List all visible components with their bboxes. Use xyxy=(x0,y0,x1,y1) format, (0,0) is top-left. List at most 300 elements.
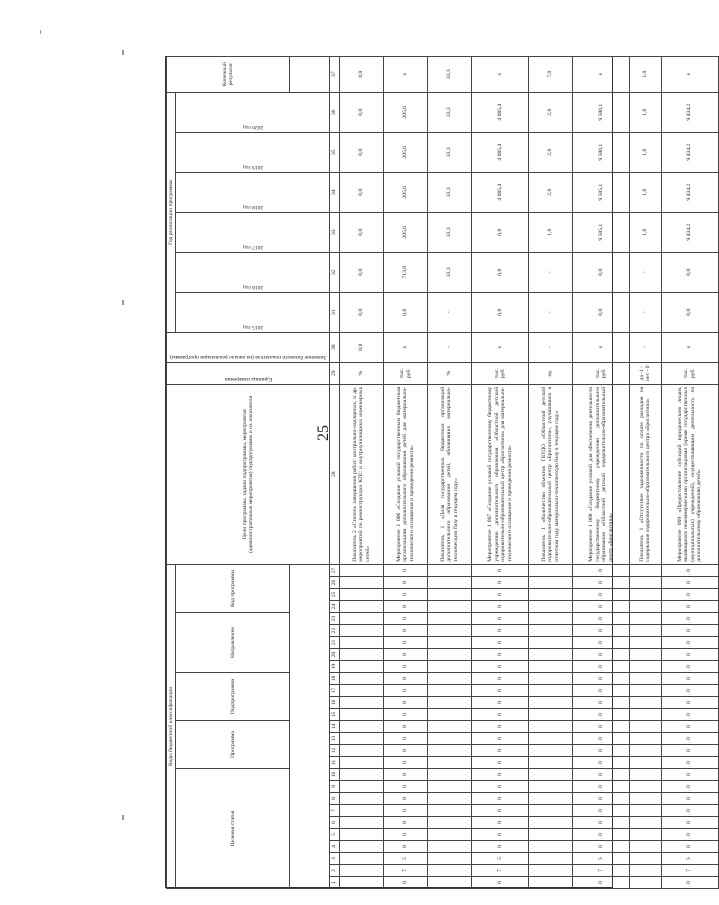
code-digit-cell: 0 xyxy=(573,564,630,576)
unit-cell: тыс. руб. xyxy=(661,362,718,384)
code-digit-cell: 0 xyxy=(573,601,630,613)
base-value-cell: 0,0 xyxy=(339,332,383,362)
final-result-cell: 7,0 xyxy=(529,56,573,92)
code-digit-cell xyxy=(630,601,661,613)
column-number-cell: 7 xyxy=(330,805,339,817)
item-name-cell: Показатель 1 «Отсутствие задолженности по оплате расходов на содержание оздоровительно-образовательного центра «Бригантина» xyxy=(630,384,661,564)
code-digit-cell: 0 xyxy=(661,805,718,817)
code-digit-cell: 0 xyxy=(661,613,718,625)
code-digit-cell xyxy=(529,564,573,576)
code-digit-cell: 0 xyxy=(573,673,630,685)
table-row xyxy=(383,56,427,888)
year-label: 2018 год xyxy=(242,203,263,210)
code-digit-cell xyxy=(529,589,573,601)
code-digit-cell xyxy=(630,673,661,685)
subprogram-header: Подпрограмма xyxy=(176,673,290,721)
column-number-cell: 12 xyxy=(330,745,339,757)
code-digit-cell xyxy=(428,673,472,685)
year-value-cell: 9 434,2 xyxy=(661,212,718,252)
code-digit-cell: 0 xyxy=(383,589,427,601)
code-digit-cell xyxy=(339,745,383,757)
year-2017-header xyxy=(176,212,330,252)
code-digit-cell: 0 xyxy=(383,577,427,589)
table-body xyxy=(339,56,718,888)
year-value-cell: - xyxy=(630,252,661,292)
code-digit-cell xyxy=(529,829,573,841)
code-digit-cell: 0 xyxy=(383,745,427,757)
code-digit-cell: 0 xyxy=(383,769,427,781)
column-number-cell: 3 xyxy=(330,853,339,865)
unit-cell: тыс. руб. xyxy=(472,362,529,384)
code-digit-cell xyxy=(630,661,661,673)
unit-cell: % xyxy=(428,362,472,384)
code-digit-cell xyxy=(630,829,661,841)
year-value-cell: 9 505,1 xyxy=(573,212,630,252)
column-number-cell: 27 xyxy=(330,564,339,576)
column-number-cell: 11 xyxy=(330,757,339,769)
code-digit-cell: 0 xyxy=(472,805,529,817)
code-digit-cell xyxy=(529,865,573,877)
code-digit-cell: 0 xyxy=(472,841,529,853)
year-value-cell: 0,0 xyxy=(472,292,529,332)
year-value-cell: 9 500,1 xyxy=(573,92,630,132)
code-digit-cell xyxy=(529,637,573,649)
code-digit-cell xyxy=(529,745,573,757)
code-digit-cell: 0 xyxy=(573,733,630,745)
year-value-cell: 4 085,4 xyxy=(472,172,529,212)
code-digit-cell xyxy=(339,841,383,853)
code-digit-cell xyxy=(630,793,661,805)
code-digit-cell xyxy=(529,721,573,733)
year-value-cell: 0,0 xyxy=(339,292,383,332)
scan-mark xyxy=(122,815,124,820)
final-result-cell: 1,0 xyxy=(630,56,661,92)
unit-header xyxy=(167,362,330,384)
code-digit-cell: 0 xyxy=(383,721,427,733)
code-digit-cell: 0 xyxy=(472,685,529,697)
code-digit-cell: 0 xyxy=(472,793,529,805)
year-2018-header xyxy=(176,172,330,212)
year-value-cell: 1,0 xyxy=(529,212,573,252)
code-digit-cell: 0 xyxy=(383,697,427,709)
program-code-header: Код программы xyxy=(176,564,290,612)
code-digit-cell xyxy=(529,769,573,781)
final-header: Конечный результат xyxy=(167,56,290,92)
code-digit-cell: 0 xyxy=(383,625,427,637)
column-number-cell: 25 xyxy=(330,589,339,601)
code-digit-cell xyxy=(339,817,383,829)
code-digit-cell xyxy=(630,697,661,709)
year-value-cell: - xyxy=(428,292,472,332)
code-digit-cell xyxy=(529,709,573,721)
code-digit-cell xyxy=(630,637,661,649)
year-value-cell: 9 434,2 xyxy=(661,172,718,212)
code-digit-cell: 0 xyxy=(573,637,630,649)
code-digit-cell xyxy=(529,781,573,793)
code-digit-cell: 0 xyxy=(573,577,630,589)
table-row xyxy=(630,56,661,888)
code-digit-cell xyxy=(428,721,472,733)
code-digit-cell: 0 xyxy=(383,877,427,889)
table-row xyxy=(661,56,718,888)
code-digit-cell: 0 xyxy=(472,721,529,733)
code-digit-cell xyxy=(339,601,383,613)
code-digit-cell xyxy=(339,865,383,877)
code-digit-cell xyxy=(529,733,573,745)
program-table xyxy=(166,56,719,889)
item-name-cell: Мероприятие 1 007 «Создание условий государственному бюджетному учреждению дополнительного образования «Областной детский оздоровительно-образовательный центр «Бригантина» для материально-технического оснащения и проведения ремонта» xyxy=(472,384,529,564)
year-label: 2017 год xyxy=(242,243,263,250)
code-digit-cell xyxy=(630,745,661,757)
code-digit-cell: 0 xyxy=(661,793,718,805)
code-digit-cell: 0 xyxy=(383,673,427,685)
code-digit-cell: 7 xyxy=(383,865,427,877)
base-value-cell: х xyxy=(472,332,529,362)
table-row xyxy=(573,56,630,888)
year-value-cell: 1,0 xyxy=(630,92,661,132)
code-digit-cell xyxy=(630,757,661,769)
code-digit-cell: 0 xyxy=(383,841,427,853)
code-digit-cell: 0 xyxy=(472,877,529,889)
unit-cell: тыс. руб. xyxy=(383,362,427,384)
code-digit-cell: 0 xyxy=(383,637,427,649)
code-digit-cell xyxy=(529,673,573,685)
code-digit-cell xyxy=(630,577,661,589)
code-digit-cell xyxy=(339,781,383,793)
year-value-cell: 9 500,1 xyxy=(573,132,630,172)
column-number-cell: 5 xyxy=(330,829,339,841)
year-value-cell: - xyxy=(630,292,661,332)
year-label: 2019 год xyxy=(242,163,263,170)
year-value-cell: 33,3 xyxy=(428,92,472,132)
column-number-cell: 13 xyxy=(330,733,339,745)
code-digit-cell xyxy=(339,853,383,865)
code-digit-cell xyxy=(339,733,383,745)
code-digit-cell: 0 xyxy=(661,589,718,601)
code-digit-cell: 0 xyxy=(472,829,529,841)
column-number-cell: 32 xyxy=(330,252,339,292)
code-digit-cell xyxy=(630,685,661,697)
year-value-cell: 713,8 xyxy=(383,252,427,292)
code-digit-cell xyxy=(529,697,573,709)
code-digit-cell xyxy=(630,865,661,877)
year-value-cell: 1,0 xyxy=(630,212,661,252)
code-digit-cell xyxy=(630,709,661,721)
code-digit-cell xyxy=(339,649,383,661)
year-value-cell: 205,6 xyxy=(383,212,427,252)
year-value-cell: 0,0 xyxy=(339,172,383,212)
code-digit-cell xyxy=(529,817,573,829)
final-result-cell: х xyxy=(472,56,529,92)
code-digit-cell: 0 xyxy=(661,709,718,721)
year-value-cell: 33,3 xyxy=(428,252,472,292)
code-digit-cell xyxy=(428,841,472,853)
code-digit-cell: 0 xyxy=(383,649,427,661)
year-value-cell: 0,0 xyxy=(339,92,383,132)
scan-mark xyxy=(122,300,124,305)
code-digit-cell xyxy=(630,564,661,576)
unit-header-text: Единица измерения xyxy=(224,375,272,382)
code-digit-cell: 0 xyxy=(573,685,630,697)
code-digit-cell: 7 xyxy=(661,865,718,877)
code-digit-cell: 0 xyxy=(383,817,427,829)
code-digit-cell: 0 xyxy=(661,817,718,829)
column-number-cell: 22 xyxy=(330,625,339,637)
year-value-cell: 1,0 xyxy=(630,132,661,172)
year-2015-header xyxy=(176,292,330,332)
item-name-cell: Мероприятие 1 006 «Создание условий государственным бюджетным организациям дополнительного образования детей для материально-технического оснащения и проведения ремонта» xyxy=(383,384,427,564)
code-digit-cell xyxy=(529,685,573,697)
code-digit-cell: 0 xyxy=(472,769,529,781)
code-digit-cell xyxy=(339,709,383,721)
code-digit-cell xyxy=(428,589,472,601)
code-digit-cell xyxy=(428,637,472,649)
unit-cell: % xyxy=(339,362,383,384)
final-result-cell: 0,0 xyxy=(339,56,383,92)
final-result-cell: х xyxy=(573,56,630,92)
column-number-cell: 16 xyxy=(330,697,339,709)
code-digit-cell: 0 xyxy=(573,805,630,817)
code-digit-cell: 0 xyxy=(472,637,529,649)
code-digit-cell: 0 xyxy=(573,661,630,673)
code-digit-cell: 0 xyxy=(383,781,427,793)
year-value-cell: 33,3 xyxy=(428,212,472,252)
code-digit-cell: 0 xyxy=(472,817,529,829)
direction-header: Направление xyxy=(176,613,290,673)
code-digit-cell xyxy=(428,601,472,613)
table-row xyxy=(529,56,573,888)
code-digit-cell xyxy=(339,805,383,817)
column-number-cell: 4 xyxy=(330,841,339,853)
year-value-cell: 9 434,2 xyxy=(661,132,718,172)
column-number-cell: 23 xyxy=(330,613,339,625)
code-digit-cell: 0 xyxy=(573,745,630,757)
code-digit-cell xyxy=(630,733,661,745)
column-number-row xyxy=(330,56,339,888)
year-value-cell: 0,0 xyxy=(661,252,718,292)
final-result-cell: х xyxy=(383,56,427,92)
item-name-cell: Показатель 1 «Количество объектов ГБУДО «Областной детский оздоровительно-образовательный центр «Бригантина», улучшивших в отчетном году материально-техническую базу в текущем году» xyxy=(529,384,573,564)
code-digit-cell xyxy=(529,805,573,817)
code-digit-cell: 0 xyxy=(383,661,427,673)
year-value-cell: - xyxy=(529,292,573,332)
scan-mark xyxy=(40,30,41,34)
column-number-cell: 24 xyxy=(330,601,339,613)
column-number-cell: 31 xyxy=(330,292,339,332)
code-digit-cell: 0 xyxy=(472,673,529,685)
final-result-cell: 33,3 xyxy=(428,56,472,92)
code-digit-cell: 0 xyxy=(472,709,529,721)
code-digit-cell xyxy=(428,865,472,877)
code-digit-cell xyxy=(339,769,383,781)
code-digit-cell: 7 xyxy=(573,865,630,877)
code-digit-cell xyxy=(529,577,573,589)
code-subheader xyxy=(290,564,330,888)
code-digit-cell: 0 xyxy=(661,757,718,769)
code-digit-cell: 0 xyxy=(573,625,630,637)
code-digit-cell: 0 xyxy=(661,697,718,709)
code-digit-cell: 0 xyxy=(472,589,529,601)
code-digit-cell: 0 xyxy=(573,709,630,721)
code-digit-cell: 0 xyxy=(661,829,718,841)
code-digit-cell: 0 xyxy=(661,781,718,793)
year-value-cell: - xyxy=(529,252,573,292)
code-digit-cell: 5 xyxy=(383,853,427,865)
table-row xyxy=(339,56,383,888)
year-value-cell: 0,0 xyxy=(339,212,383,252)
code-digit-cell: 0 xyxy=(472,577,529,589)
column-number-cell: 34 xyxy=(330,172,339,212)
base-header-text: Значение базового показателя (на начало реализации программы) xyxy=(170,353,327,360)
year-value-cell: 0,0 xyxy=(661,292,718,332)
code-digit-cell xyxy=(339,877,383,889)
code-digit-cell: 7 xyxy=(472,865,529,877)
code-digit-cell xyxy=(428,793,472,805)
year-value-cell: 2,0 xyxy=(529,132,573,172)
code-digit-cell xyxy=(428,564,472,576)
column-number-cell: 1 xyxy=(330,877,339,889)
year-label: 2016 год xyxy=(242,283,263,290)
code-digit-cell: 0 xyxy=(661,841,718,853)
code-digit-cell: 0 xyxy=(383,613,427,625)
target-art-header: Целевая статья xyxy=(176,769,290,889)
code-digit-cell xyxy=(529,793,573,805)
code-digit-cell: 0 xyxy=(573,781,630,793)
code-digit-cell: 0 xyxy=(472,625,529,637)
code-digit-cell: 0 xyxy=(573,829,630,841)
code-digit-cell: 0 xyxy=(383,709,427,721)
code-digit-cell: 0 xyxy=(573,697,630,709)
year-2020-header xyxy=(176,92,330,132)
code-digit-cell: 0 xyxy=(573,721,630,733)
year-label: 2020 год xyxy=(242,123,263,130)
unit-cell: да -1 / нет - 0 xyxy=(630,362,661,384)
table-row xyxy=(472,56,529,888)
code-digit-cell: 0 xyxy=(573,649,630,661)
year-value-cell: 205,6 xyxy=(383,172,427,212)
code-digit-cell xyxy=(339,577,383,589)
code-digit-cell: 0 xyxy=(661,877,718,889)
code-digit-cell xyxy=(630,853,661,865)
year-value-cell: 33,3 xyxy=(428,172,472,212)
code-digit-cell: 0 xyxy=(472,661,529,673)
scan-mark xyxy=(122,50,124,55)
year-value-cell: 0,0 xyxy=(339,252,383,292)
base-value-cell: - xyxy=(428,332,472,362)
code-digit-cell xyxy=(428,649,472,661)
code-digit-cell: 0 xyxy=(383,757,427,769)
code-digit-cell: 0 xyxy=(383,564,427,576)
code-digit-cell xyxy=(630,805,661,817)
item-name-cell: Мероприятие 009 «Предоставление субсидий юридическим лицам, являющимся некоммерческими организациями (кроме государственных (муниципальных) учреждений), осуществляющим деятельность по дополнительному образованию детей» xyxy=(661,384,718,564)
code-digit-cell: 0 xyxy=(661,745,718,757)
code-digit-cell: 5 xyxy=(661,853,718,865)
code-digit-cell: 0 xyxy=(573,589,630,601)
code-digit-cell xyxy=(428,757,472,769)
code-digit-cell: 0 xyxy=(472,757,529,769)
code-digit-cell xyxy=(529,625,573,637)
item-name-cell: Показатель 1 «Доля государственных бюджетных организаций дополнительного образования детей, обновивших материально-техническую базу в текущем году» xyxy=(428,384,472,564)
code-digit-cell: 0 xyxy=(573,793,630,805)
code-digit-cell: 0 xyxy=(383,805,427,817)
column-number-cell: 14 xyxy=(330,721,339,733)
code-digit-cell: 0 xyxy=(573,841,630,853)
column-number-cell: 30 xyxy=(330,332,339,362)
code-digit-cell xyxy=(428,685,472,697)
base-header xyxy=(167,332,330,362)
base-value-cell: - xyxy=(630,332,661,362)
code-digit-cell xyxy=(630,817,661,829)
column-number-cell: 20 xyxy=(330,649,339,661)
code-digit-cell: 0 xyxy=(661,601,718,613)
code-digit-cell xyxy=(630,721,661,733)
column-number-cell: 10 xyxy=(330,769,339,781)
final-result-cell: х xyxy=(661,56,718,92)
codes-header: Коды бюджетной классификации xyxy=(167,564,176,888)
code-digit-cell: 0 xyxy=(573,757,630,769)
table-row xyxy=(428,56,472,888)
code-digit-cell: 0 xyxy=(383,829,427,841)
column-number-cell: 8 xyxy=(330,793,339,805)
column-number-cell: 17 xyxy=(330,685,339,697)
year-2019-header xyxy=(176,132,330,172)
code-digit-cell: 0 xyxy=(472,697,529,709)
year-value-cell: 0,0 xyxy=(573,292,630,332)
code-digit-cell: 0 xyxy=(472,613,529,625)
base-value-cell: - xyxy=(529,332,573,362)
code-digit-cell xyxy=(428,697,472,709)
base-value-cell: х xyxy=(661,332,718,362)
code-digit-cell xyxy=(529,661,573,673)
code-digit-cell: 0 xyxy=(383,685,427,697)
code-digit-cell xyxy=(428,805,472,817)
code-digit-cell xyxy=(339,613,383,625)
code-digit-cell xyxy=(428,877,472,889)
code-digit-cell: 0 xyxy=(661,649,718,661)
code-digit-cell: 0 xyxy=(573,769,630,781)
code-digit-cell xyxy=(529,853,573,865)
code-digit-cell xyxy=(529,757,573,769)
code-digit-cell xyxy=(529,601,573,613)
code-digit-cell xyxy=(428,733,472,745)
code-digit-cell xyxy=(339,673,383,685)
code-digit-cell xyxy=(428,853,472,865)
item-name-cell: Показатель 2 «Степень завершения работ: контрольно-надзорных, и др. мероприятий по реконструкции КПС и внутриучилищных инженерных сетей» xyxy=(339,384,383,564)
code-digit-cell xyxy=(630,625,661,637)
code-digit-cell: 0 xyxy=(573,817,630,829)
program-header: Программа xyxy=(176,721,290,769)
code-digit-cell xyxy=(339,757,383,769)
code-digit-cell: 0 xyxy=(661,673,718,685)
column-number-cell: 19 xyxy=(330,661,339,673)
code-digit-cell xyxy=(339,589,383,601)
column-number-cell: 33 xyxy=(330,212,339,252)
code-digit-cell xyxy=(529,613,573,625)
code-digit-cell xyxy=(428,769,472,781)
code-digit-cell: 0 xyxy=(472,745,529,757)
code-digit-cell: 0 xyxy=(661,733,718,745)
name-header: Цели программы, задачи подпрограммы, мероприятия (административные мероприятия) подпрограммы и их показатели xyxy=(167,384,330,564)
year-value-cell: 9 434,2 xyxy=(661,92,718,132)
base-value-cell: х xyxy=(383,332,427,362)
code-digit-cell xyxy=(630,769,661,781)
code-digit-cell: 0 xyxy=(383,793,427,805)
column-number-cell: 36 xyxy=(330,92,339,132)
code-digit-cell: 0 xyxy=(472,781,529,793)
year-value-cell: 33,3 xyxy=(428,132,472,172)
code-digit-cell xyxy=(339,793,383,805)
year-value-cell: 1,0 xyxy=(630,172,661,212)
